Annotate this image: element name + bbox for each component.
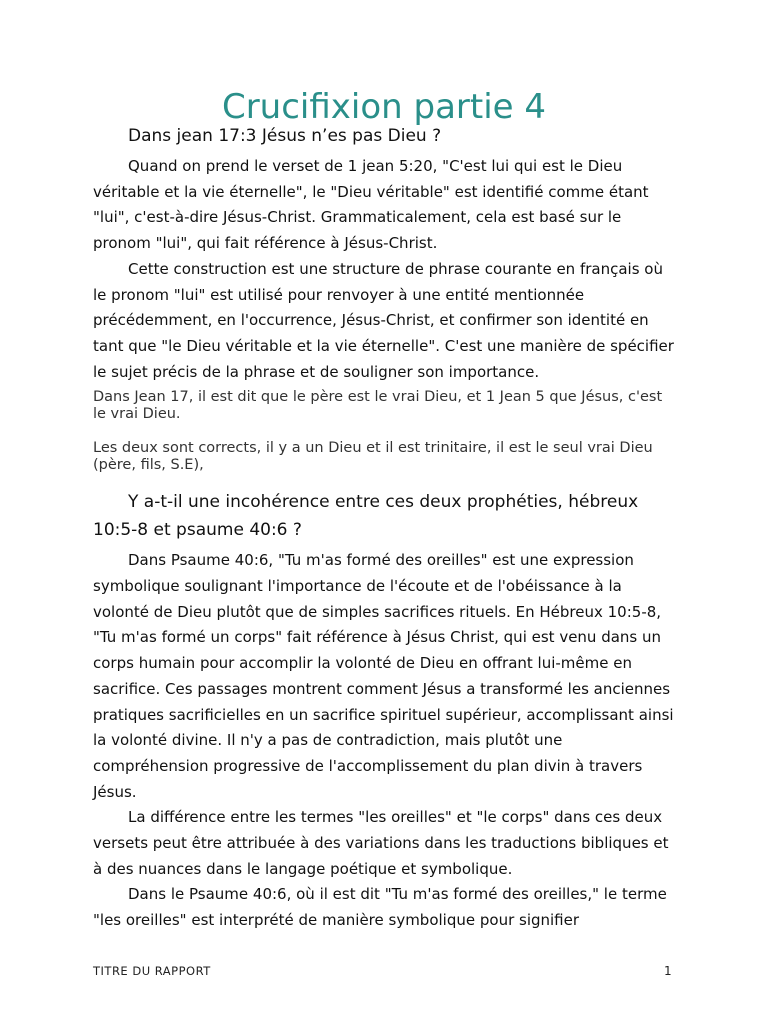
section-heading-2: Y a-t-il une incohérence entre ces deux prophéties, hébreux 10:5-8 et psaume 40:6 ? [93,492,639,541]
note-2: Les deux sont corrects, il y a un Dieu et il est trinitaire, il est le seul vrai Dieu (père, fils, S.E), [93,440,653,474]
footer-page-number: 1 [664,964,672,978]
paragraph-5: Dans le Psaume 40:6, où il est dit "Tu m'as formé des oreilles," le terme "les oreilles" est interprété de manière symbolique pour signifier [93,885,667,930]
document-body [93,122,675,934]
section-heading-1: Dans jean 17:3 Jésus n’es pas Dieu ? [128,126,442,146]
paragraph-2: Cette construction est une structure de phrase courante en français où le pronom "lui" est utilisé pour renvoyer à une entité mentionnée précédemment, en l'occurrence, Jésus-Christ, et confirmer son identité en tant que "le Dieu véritable et la vie éternelle". C'est une manière de spécifier le sujet précis de la phrase et de souligner son importance. [93,259,674,381]
footer-report-title: TITRE DU RAPPORT [93,964,211,978]
document-title: Crucifixion partie 4 [221,87,547,127]
paragraph-4: La différence entre les termes "les oreilles" et "le corps" dans ces deux versets peut être attribuée à des variations dans les traductions bibliques et à des nuances dans le langage poétique et symbolique. [93,808,669,878]
paragraph-1: Quand on prend le verset de 1 jean 5:20, "C'est lui qui est le Dieu véritable et la vie éternelle", le "Dieu véritable" est identifié comme étant "lui", c'est-à-dire Jésus-Christ. Grammaticalement, cela est basé sur le pronom "lui", qui fait référence à Jésus-Christ. [93,157,649,253]
note-1: Dans Jean 17, il est dit que le père est le vrai Dieu, et 1 Jean 5 que Jésus, c'est le vrai Dieu. [93,389,663,423]
paragraph-3: Dans Psaume 40:6, "Tu m'as formé des oreilles" est une expression symbolique soulignant l'importance de l'écoute et de l'obéissance à la volonté de Dieu plutôt que de simples sacrifices rituels. En Hébreux 10:5-8, "Tu m'as formé un corps" fait référence à Jésus Christ, qui est venu dans un corps humain pour accomplir la volonté de Dieu en offrant lui-même en sacrifice. Ces passages montrent comment Jésus a transformé les anciennes pratiques sacrificielles en un sacrifice spirituel supérieur, accomplissant ainsi la volonté divine. Il n'y a pas de contradiction, mais plutôt une compréhension progressive de l'accomplissement du plan divin à travers Jésus. [93,551,674,801]
